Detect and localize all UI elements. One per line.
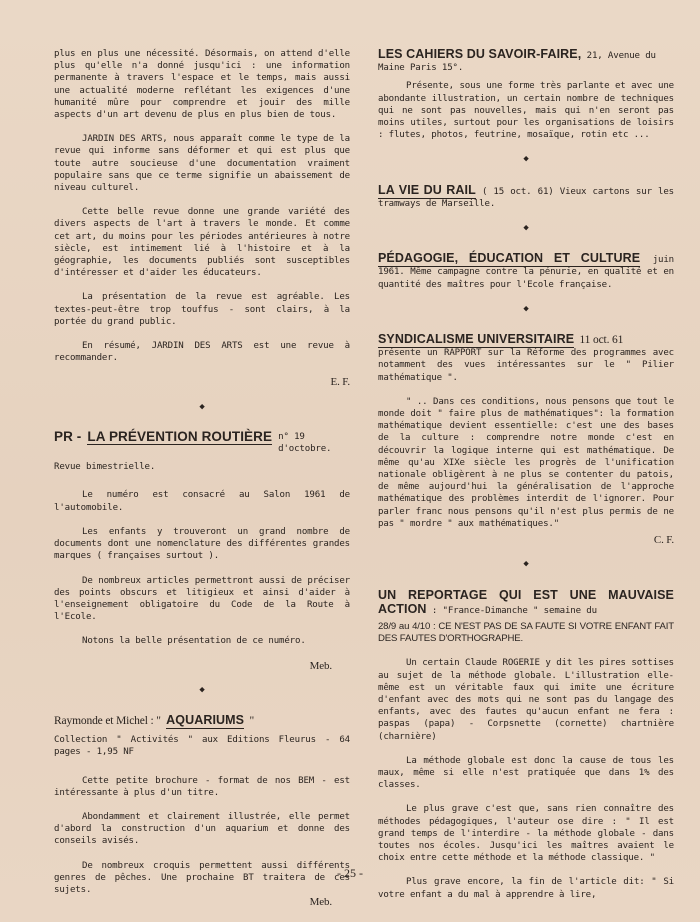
pr-paragraph-4: Notons la belle présentation de ce numéro.: [82, 636, 306, 647]
reportage-paragraph-2: La méthode globale est donc la cause de tous les maux, même si elle n'est pratiquée que dans 1% des classes.: [378, 755, 674, 791]
pedagogie-text: 1961. Même campagne contre la pénurie, en qualité et en quantité des maîtres pour l'Ecole française.: [378, 267, 674, 290]
prevention-routiere-heading: [54, 428, 350, 455]
pr-paragraph-1: Le numéro est consacré au Salon 1961 de l'automobile.: [54, 490, 350, 513]
right-column: [378, 48, 674, 913]
signature-cf: C. F.: [653, 534, 674, 547]
aquariums-quote: ": [249, 714, 254, 727]
separator-diamond: ◆: [523, 303, 529, 314]
syndicalisme-heading: [378, 333, 674, 347]
jardin-paragraph-4: En résumé, JARDIN DES ARTS est une revue à recommander.: [54, 341, 350, 364]
aquariums-title: AQUARIUMS: [166, 712, 245, 727]
signature-meb-1: Meb.: [309, 659, 332, 672]
page-number: - 25 -: [337, 866, 363, 880]
syndicalisme-quote: " .. Dans ces conditions, nous pensons que tout le monde doit " faire plus de mathématiques": la formation mathématique devient essentielle: c'est une des bases de la culture : comprendre notre monde c'est en découvrir la logique interne qui est mathématique. De même qu'au XIXe siècle les progrès de l'unification nationale obligèrent à ne plus se contenter du patois, de même aujourd'hui la généralisation de l'approche mathématique des problèmes interdit de l'ignorer. Pour parler franc nous pensons qu'il n'est plus permis de ne pas " mordre " aux mathématiques.": [378, 396, 674, 529]
separator-diamond: ◆: [199, 401, 205, 412]
syndicalisme-paragraph-1: présente un RAPPORT sur la Réforme des programmes avec notamment des vues intéressantes sur le " Pilier mathématique ".: [378, 348, 674, 383]
aquariums-heading: [54, 714, 350, 728]
pr-paragraph-3: De nombreux articles permettront aussi de préciser des points obscurs et litigieux et ainsi d'aider à l'enseignement obligatoire du Code de la Route à l'Ecole.: [54, 575, 350, 623]
vie-du-rail-text: Vieux cartons sur les tramways de Marseille.: [378, 186, 674, 209]
reportage-heading: [378, 589, 674, 617]
pedagogie-entry: [378, 252, 674, 291]
separator-diamond: ◆: [523, 154, 529, 165]
separator-diamond: ◆: [199, 684, 205, 695]
syndicalisme-date: 11 oct. 61: [579, 334, 624, 347]
aquariums-paragraph-2: Abondamment et clairement illustrée, elle permet d'abord la construction d'un aquarium et donne des conseils avisés.: [54, 811, 350, 847]
vie-du-rail-title: LA VIE DU RAIL: [378, 182, 476, 197]
aquariums-collection: Collection " Activités " aux Editions Fleurus - 64 pages - 1,95 NF: [54, 735, 350, 758]
pr-subtitle: Revue bimestrielle.: [54, 462, 156, 473]
pedagogie-title: PÉDAGOGIE, ÉDUCATION ET CULTURE: [378, 251, 641, 266]
signature-meb-2: Meb.: [309, 896, 332, 909]
reportage-paragraph-3: Le plus grave c'est que, sans rien connaître des méthodes pédagogiques, l'auteur ose dire : " Il est grand temps de l'interdire - la méthode globale - dans toutes nos écoles. Jusqu'ici les maîtres avaient le choix entre cette méthode et la méthode classique. ": [378, 804, 674, 864]
reportage-paragraph-4: Plus grave encore, la fin de l'article dit: " Si votre enfant a du mal à apprendre à lire,: [378, 877, 674, 900]
cahiers-heading: [378, 48, 674, 74]
reportage-title: UN REPORTAGE QUI EST UNE MAUVAISE ACTION: [378, 587, 674, 616]
reportage-date: 28/9 au 4/10 : CE N'EST PAS DE SA FAUTE SI VOTRE ENFANT FAIT DES FAUTES D'ORTHOGRAPHE.: [378, 620, 674, 645]
jardin-paragraph-3: La présentation de la revue est agréable. Les textes-peut-être trop touffus - sont clairs, à la portée du grand public.: [54, 292, 350, 327]
left-column: [54, 48, 350, 920]
vie-du-rail-date: ( 15 oct. 61): [481, 186, 554, 197]
aquariums-authors: Raymonde et Michel : ": [54, 714, 161, 727]
separator-diamond: ◆: [523, 559, 529, 570]
jardin-paragraph-1: JARDIN DES ARTS, nous apparaît comme le type de la revue qui informe sans déformer et qui est plus que toute autre soucieuse d'une documentation vraiment populaire sans que ce terme signifie un abaissement de niveau culturel.: [54, 134, 350, 194]
reportage-source: : "France-Dimanche " semaine du: [431, 605, 597, 616]
cahiers-paragraph: Présente, sous une forme très parlante et avec une abondante illustration, un certain nombre de techniques qui ne sont pas nouvelles, mais qui n'en seront pas moins utiles, surtout pour les organisations de loisirs : flutes, photos, feutrine, mosaïque, rotin etc ...: [378, 81, 674, 141]
separator-diamond: ◆: [523, 223, 529, 234]
syndicalisme-title: SYNDICALISME UNIVERSITAIRE: [378, 332, 575, 347]
aquariums-paragraph-1: Cette petite brochure - format de nos BEM - est intéressante à plus d'un titre.: [54, 775, 350, 798]
jardin-paragraph-2: Cette belle revue donne une grande variété des divers aspects de l'art à travers le monde. Et comme cet art, du moins pour les périodes antérieures à notre siècle, est intimement lié à l'histoire et à la géographie, les documents publiés sont susceptibles d'intéresser et d'aider les éducateurs.: [54, 207, 350, 279]
aquariums-paragraph-3: De nombreux croquis permettent aussi différents genres de pêches. Une prochaine BT traitera de ces sujets.: [54, 860, 350, 895]
vie-du-rail-entry: [378, 184, 674, 210]
jardin-intro-paragraph: plus en plus une nécessité. Désormais, on attend d'elle plus qu'elle n'a donné jusqu'ici : une information permanente à travers l'espace et le temps, mais aussi une actualité moderne reflétant les exigences d'une humanité mûre pour comprendre et jouir des mille aspects d'un art devenu de plus en plus bien de tous.: [54, 49, 350, 121]
cahiers-title: LES CAHIERS DU SAVOIR-FAIRE,: [378, 47, 582, 61]
prevention-routiere-title: LA PRÉVENTION ROUTIÈRE: [87, 428, 273, 444]
pedagogie-date: juin: [652, 255, 675, 266]
reportage-paragraph-1: Un certain Claude ROGERIE y dit les pires sottises au sujet de la méthode globale. L'illustration elle-même est un véritable faux qui imite une écriture d'enfant avec des mots qui ne sont pas du langage des enfants, avec des fautes qu'aucun enfant ne fera : paspas (papa) - Corpsnette (cornette) chartnière (charnière): [378, 658, 674, 742]
pr-paragraph-2: Les enfants y trouveront un grand nombre de documents dont une nomenclature des différentes grandes marques ( françaises surtout ).: [54, 526, 350, 562]
pr-prefix: PR -: [54, 428, 82, 444]
signature-ef: E. F.: [330, 376, 350, 389]
cahiers-address: 21, Avenue du Maine Paris 15°.: [378, 51, 656, 74]
pr-issue: n° 19 d'octobre.: [278, 431, 332, 455]
